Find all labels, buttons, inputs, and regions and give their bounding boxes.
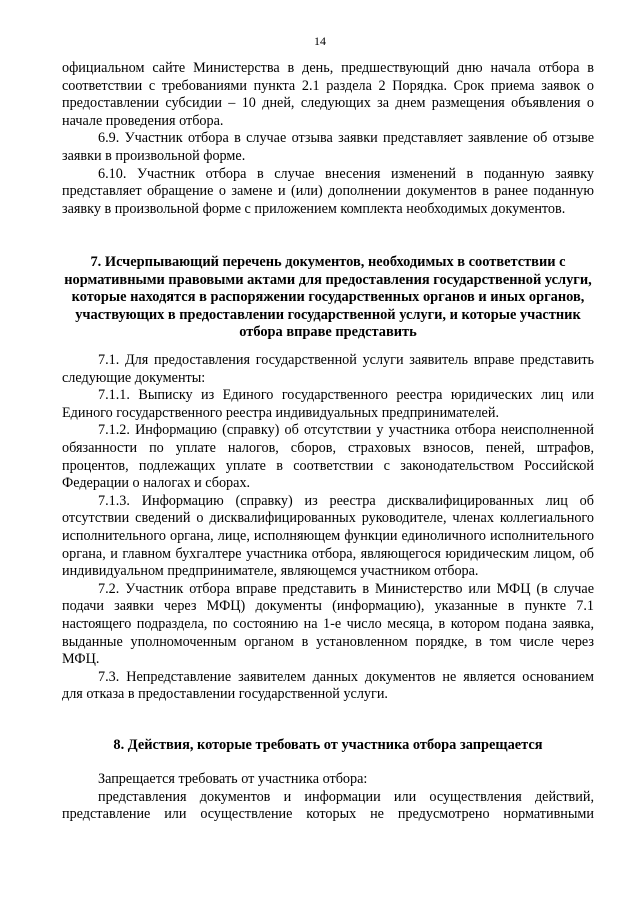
page-number: 14 [314, 34, 326, 48]
paragraph-7-1-3: 7.1.3. Информацию (справку) из реестра дисквалифицированных лиц об отсутствии сведений о дисквалифицированных руководителе, членах коллегиального исполнительного органа, лице, исполняющем функции единоличного исполнительного органа, и главном бухгалтере участника отбора, являющегося юридическим лицом, об индивидуальном предпринимателе, являющемся участником отбора. [62, 492, 594, 580]
section-8-body [62, 771, 594, 824]
section-7-heading: 7. Исчерпывающий перечень документов, необходимых в соответствии с нормативными правовыми актами для предоставления государственной услуги, которые находятся в распоряжении государственных органов и иных органов, участвующих в предоставлении государственной услуги, и которые участник отбора вправе представить [64, 254, 592, 341]
paragraph-8-intro: Запрещается требовать от участника отбора: [98, 771, 368, 787]
section-8-heading: 8. Действия, которые требовать от участника отбора запрещается [113, 737, 543, 753]
section-7-body [62, 352, 594, 704]
paragraph-7-1: 7.1. Для предоставления государственной услуги заявитель вправе представить следующие документы: [62, 352, 594, 386]
paragraph-8-item: представления документов и информации или осуществления действий, представление или осуществление которых не предусмотрено нормативными [62, 788, 594, 823]
paragraph-7-1-1: 7.1.1. Выписку из Единого государственного реестра юридических лиц или Единого государственного реестра индивидуальных предпринимателей. [62, 387, 594, 421]
section-7-heading-block [62, 254, 594, 342]
section-8-heading-block [62, 737, 594, 755]
paragraph-7-2: 7.2. Участник отбора вправе представить в Министерство или МФЦ (в случае подачи заявки через МФЦ) документы (информацию), указанные в пункте 7.1 настоящего подраздела, по состоянию на 1-е число месяца, в котором подана заявка, выданные уполномоченным органом в установленном порядке, в том числе через МФЦ. [62, 580, 594, 668]
paragraph-7-1-2: 7.1.2. Информацию (справку) об отсутствии у участника отбора неисполненной обязанности по уплате налогов, сборов, страховых взносов, пеней, штрафов, процентов, подлежащих уплате в соответствии с законодательством Российской Федерации о налогах и сборах. [62, 422, 594, 492]
paragraph-continuation: официальном сайте Министерства в день, предшествующий дню начала отбора в соответствии с требованиями пункта 2.1 раздела 2 Порядка. Срок приема заявок о предоставлении субсидии – 10 дней, следующих за днем размещения объявления о начале проведения отбора. [62, 60, 594, 129]
paragraph-6-9: 6.9. Участник отбора в случае отзыва заявки представляет заявление об отзыве заявки в произвольной форме. [62, 130, 594, 164]
paragraph-6-10: 6.10. Участник отбора в случае внесения изменений в поданную заявку представляет обращение о замене и (или) дополнении документов в ранее поданную заявку в произвольной форме с приложением комплекта необходимых документов. [62, 165, 594, 217]
block-continuation [62, 60, 594, 218]
paragraph-7-3: 7.3. Непредставление заявителем данных документов не является основанием для отказа в предоставлении государственной услуги. [62, 668, 594, 703]
